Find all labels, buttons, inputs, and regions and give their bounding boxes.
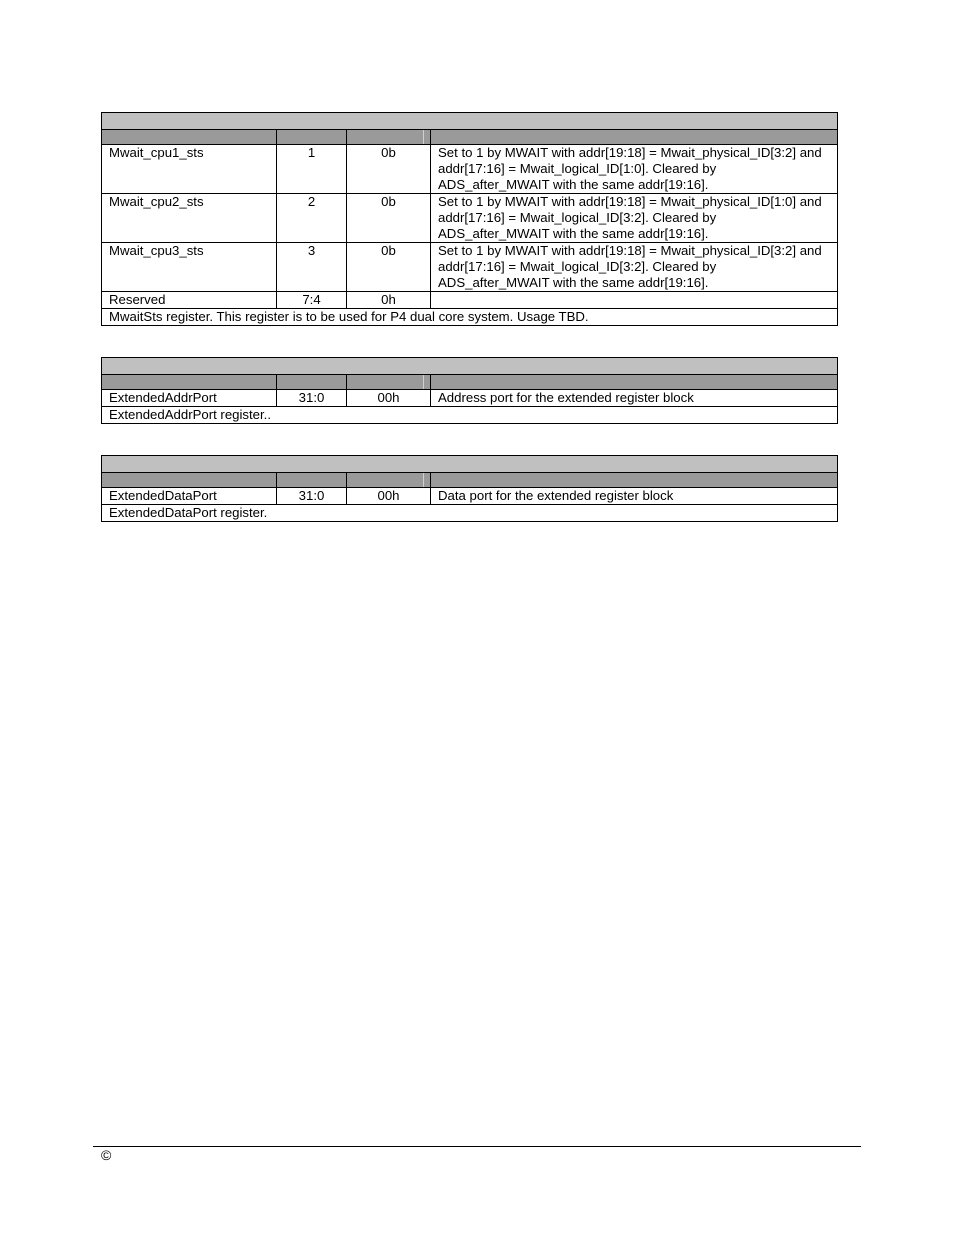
table-row <box>102 194 838 243</box>
table-title-bar <box>102 358 838 375</box>
footer-copyright: © <box>101 1147 112 1163</box>
table-header-row <box>102 130 838 145</box>
footer-divider <box>93 1146 861 1147</box>
field-bits: 31:0 <box>277 488 347 505</box>
field-default: 0b <box>347 243 431 292</box>
table-row <box>102 292 838 309</box>
field-bits: 2 <box>277 194 347 243</box>
field-default: 00h <box>347 488 431 505</box>
table-note-row <box>102 407 838 424</box>
field-default: 0h <box>347 292 431 309</box>
field-description: Address port for the extended register block <box>431 390 838 407</box>
table-header-row <box>102 473 838 488</box>
field-default: 0b <box>347 194 431 243</box>
field-name: ExtendedAddrPort <box>102 390 277 407</box>
field-name: Mwait_cpu2_sts <box>102 194 277 243</box>
table-title-bar <box>102 113 838 130</box>
table-note-row <box>102 309 838 326</box>
field-bits: 31:0 <box>277 390 347 407</box>
field-name: Mwait_cpu1_sts <box>102 145 277 194</box>
field-bits: 1 <box>277 145 347 194</box>
register-table-mwaitsts <box>101 112 838 326</box>
table-note: ExtendedDataPort register. <box>102 505 838 522</box>
field-default: 00h <box>347 390 431 407</box>
table-row <box>102 390 838 407</box>
table-note: ExtendedAddrPort register.. <box>102 407 838 424</box>
table-header-row <box>102 375 838 390</box>
field-description: Set to 1 by MWAIT with addr[19:18] = Mwait_physical_ID[3:2] and addr[17:16] = Mwait_logical_ID[1:0]. Cleared by ADS_after_MWAIT with the same addr[19:16]. <box>431 145 838 194</box>
register-table-extendedaddrport <box>101 357 838 424</box>
field-description <box>431 292 838 309</box>
field-description: Data port for the extended register block <box>431 488 838 505</box>
table-note-row <box>102 505 838 522</box>
field-bits: 7:4 <box>277 292 347 309</box>
field-default: 0b <box>347 145 431 194</box>
register-table-extendeddataport <box>101 455 838 522</box>
field-name: Mwait_cpu3_sts <box>102 243 277 292</box>
field-description: Set to 1 by MWAIT with addr[19:18] = Mwait_physical_ID[1:0] and addr[17:16] = Mwait_logical_ID[3:2]. Cleared by ADS_after_MWAIT with the same addr[19:16]. <box>431 194 838 243</box>
field-description: Set to 1 by MWAIT with addr[19:18] = Mwait_physical_ID[3:2] and addr[17:16] = Mwait_logical_ID[3:2]. Cleared by ADS_after_MWAIT with the same addr[19:16]. <box>431 243 838 292</box>
table-row <box>102 488 838 505</box>
table-row <box>102 145 838 194</box>
table-row <box>102 243 838 292</box>
field-name: Reserved <box>102 292 277 309</box>
field-bits: 3 <box>277 243 347 292</box>
table-note: MwaitSts register. This register is to be used for P4 dual core system. Usage TBD. <box>102 309 838 326</box>
table-title-bar <box>102 456 838 473</box>
field-name: ExtendedDataPort <box>102 488 277 505</box>
